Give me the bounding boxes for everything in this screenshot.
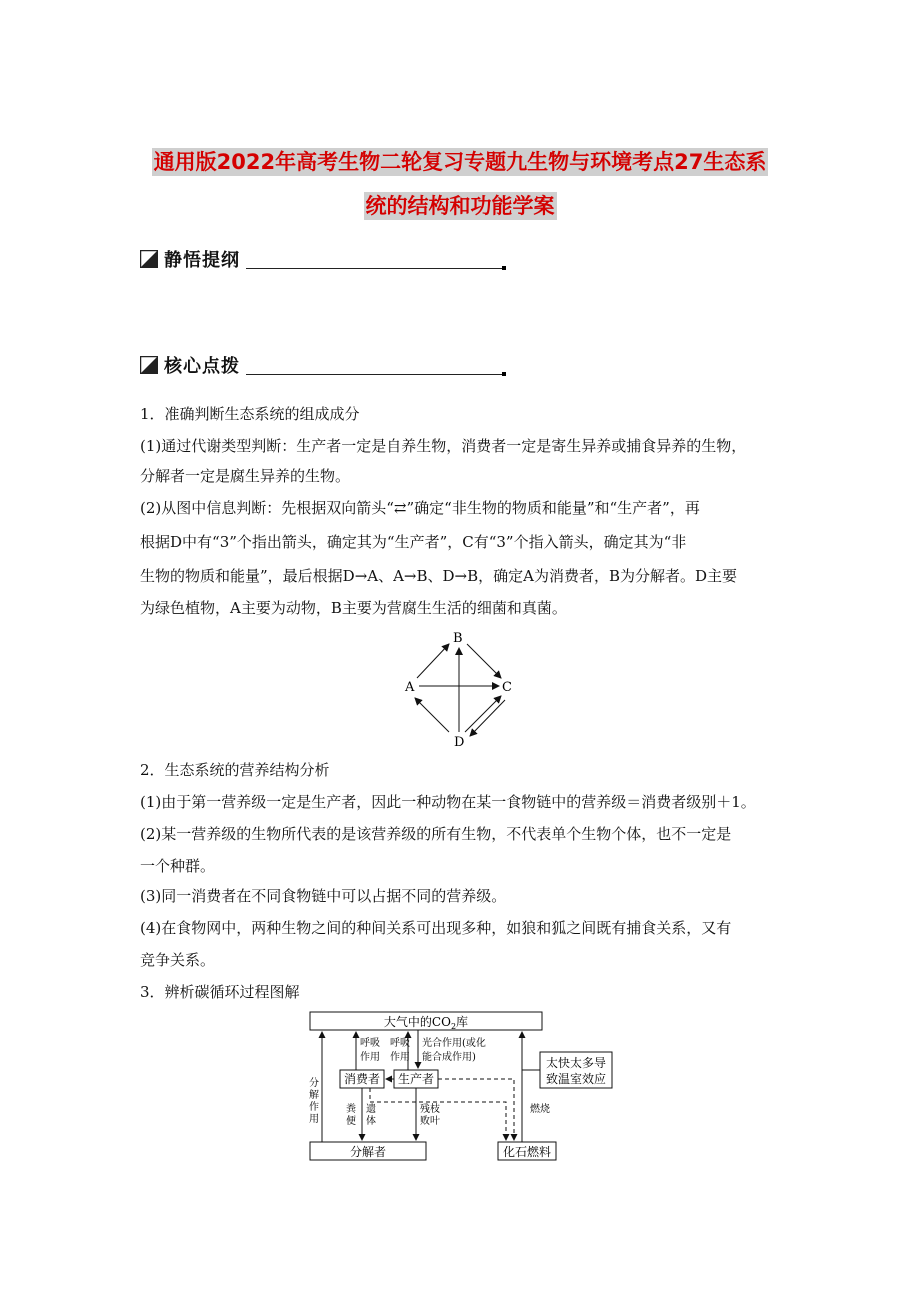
respiration-2a: 呼吸 — [390, 1038, 410, 1049]
heading-2: 2．生态系统的营养结构分析 — [140, 761, 330, 779]
greenhouse-label-2: 致温室效应 — [545, 1072, 607, 1086]
paragraph-2b: 根据D中有“3”个指出箭头，确定其为“生产者”，C有“3”个指入箭头，确定其为“非 — [140, 533, 687, 551]
node-d: D — [454, 735, 465, 750]
remains-char-1: 遗 — [366, 1104, 376, 1115]
point-2a: (2)某一营养级的生物所代表的是该营养级的所有生物，不代表单个生物个体，也不一定是 — [140, 825, 732, 843]
fossil-fuel-label: 化石燃料 — [502, 1145, 552, 1159]
decomposer-label: 分解者 — [349, 1145, 387, 1159]
photosynthesis-a: 光合作用(或化 — [422, 1038, 486, 1049]
dashed-producer-to-fossil — [438, 1079, 514, 1140]
paragraph-1b: 分解者一定是腐生异养的生物。 — [140, 467, 351, 485]
decomposition-char-1: 分 — [309, 1078, 319, 1089]
remains-char-2: 体 — [366, 1116, 376, 1127]
paragraph-2a: (2)从图中信息判断：先根据双向箭头“⇄”确定“非生物的物质和能量”和“生产者”，再 — [140, 499, 700, 517]
carbon-cycle-diagram — [300, 1006, 620, 1166]
arrow-c-to-d — [470, 700, 505, 736]
point-4b: 竞争关系。 — [140, 951, 216, 969]
point-1: (1)由于第一营养级一定是生产者，因此一种动物在某一食物链中的营养级＝消费者级别＋1。 — [140, 793, 756, 811]
section-rule-dot — [502, 266, 506, 270]
section-rule-dot — [502, 372, 506, 376]
arrow-d-to-c — [465, 696, 501, 732]
heading-1: 1．准确判断生态系统的组成成分 — [140, 405, 360, 423]
section-rule — [246, 374, 502, 375]
paragraph-1a: (1)通过代谢类型判断：生产者一定是自养生物，消费者一定是寄生异养或捕食异养的生物， — [140, 437, 747, 455]
point-3: (3)同一消费者在不同食物链中可以占据不同的营养级。 — [140, 887, 507, 905]
decomposition-char-4: 用 — [309, 1114, 319, 1125]
section-rule — [246, 268, 502, 269]
paragraph-2d: 为绿色植物，A主要为动物，B主要为营腐生生活的细菌和真菌。 — [140, 599, 567, 617]
point-2b: 一个种群。 — [140, 857, 216, 875]
respiration-1a: 呼吸 — [360, 1038, 380, 1049]
decomposition-char-3: 作 — [309, 1102, 319, 1113]
litter-b: 败叶 — [420, 1116, 440, 1127]
respiration-2b: 作用 — [390, 1052, 410, 1063]
section-marker-icon — [140, 250, 158, 268]
node-a: A — [405, 680, 415, 695]
arrow-a-to-b — [417, 644, 449, 678]
document-title-line-1: 通用版2022年高考生物二轮复习专题九生物与环境考点27生态系 — [153, 150, 767, 174]
respiration-1b: 作用 — [360, 1052, 380, 1063]
section-title: 核心点拨 — [164, 356, 240, 377]
feces-char-2: 便 — [346, 1116, 356, 1127]
point-4a: (4)在食物网中，两种生物之间的种间关系可出现多种，如狼和狐之间既有捕食关系，又有 — [140, 919, 732, 937]
node-b: B — [453, 631, 463, 646]
section-marker-icon — [140, 356, 158, 374]
litter-a: 残枝 — [420, 1104, 440, 1115]
arrow-b-to-c — [467, 644, 501, 678]
paragraph-2c: 生物的物质和能量”，最后根据D→A、A→B、D→B，确定A为消费者，B为分解者。D主要 — [140, 567, 738, 585]
ecosystem-components-diagram — [395, 628, 525, 750]
atmosphere-label: 大气中的$CO_2$库 — [383, 1015, 469, 1031]
producer-label: 生产者 — [397, 1072, 435, 1086]
consumer-label: 消费者 — [343, 1072, 381, 1086]
document-title-line-2: 统的结构和功能学案 — [365, 194, 555, 218]
section-title: 静悟提纲 — [164, 250, 240, 271]
burning-label: 燃烧 — [530, 1104, 550, 1115]
feces-char-1: 粪 — [346, 1104, 356, 1115]
node-c: C — [502, 680, 512, 695]
arrow-d-to-a — [415, 698, 449, 732]
heading-3: 3．辨析碳循环过程图解 — [140, 983, 300, 1001]
decomposition-char-2: 解 — [309, 1090, 319, 1101]
photosynthesis-b: 能合成作用) — [422, 1052, 476, 1063]
greenhouse-label-1: 太快太多导 — [545, 1056, 607, 1070]
